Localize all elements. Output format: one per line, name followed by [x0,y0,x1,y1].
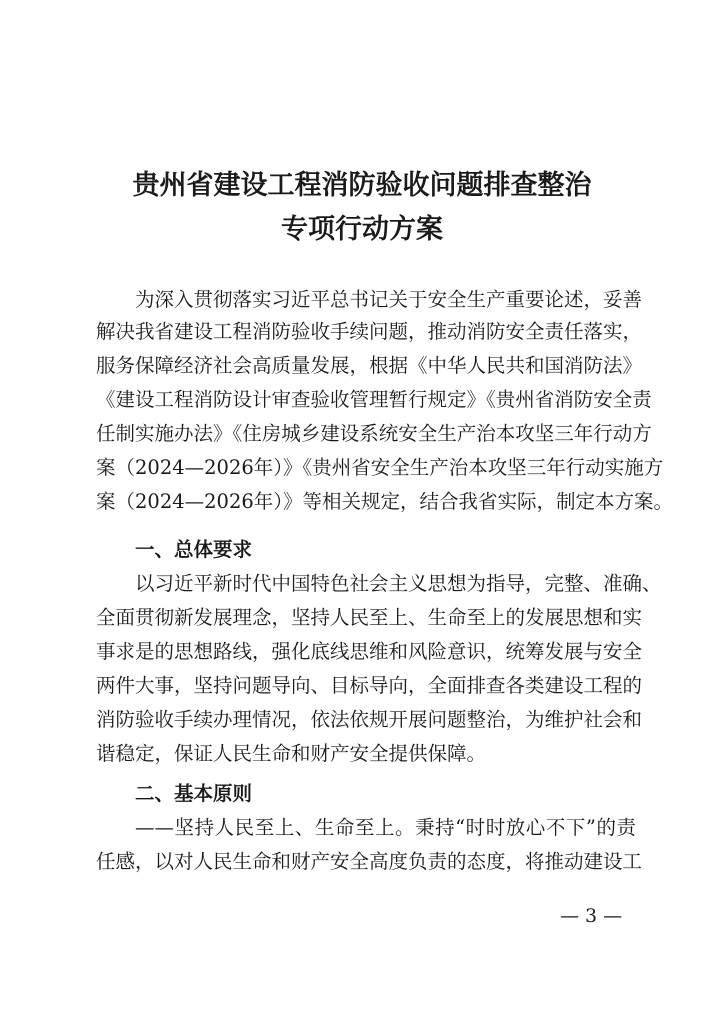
section-1-paragraph-line: 全面贯彻新发展理念，坚持人民至上、生命至上的发展思想和实 [96,606,643,629]
section-2-paragraph-line: ——坚持人民至上、生命至上。秉持“时时放心不下”的责 [135,816,636,839]
section-heading-basic-principles: 二、基本原则 [135,782,253,805]
intro-paragraph-line: 为深入贯彻落实习近平总书记关于安全生产重要论述，妥善 [135,288,643,311]
intro-paragraph-line: 《建设工程消防设计审查验收管理暂行规定》《贵州省消防安全责 [96,388,652,411]
section-1-paragraph-line: 以习近平新时代中国特色社会主义思想为指导，完整、准确、 [135,572,662,595]
section-heading-general-requirements: 一、总体要求 [135,538,253,561]
section-2-paragraph-line: 任感，以对人民生命和财产安全高度负责的态度，将推动建设工 [96,850,643,873]
document-title-line-1: 贵州省建设工程消防验收问题排查整治 [132,170,592,201]
section-1-paragraph-line: 谐稳定，保证人民生命和财产安全提供保障。 [96,742,487,765]
document-title-line-2: 专项行动方案 [281,214,443,245]
intro-paragraph-line: 服务保障经济社会高质量发展，根据《中华人民共和国消防法》 [96,354,643,377]
page-number: — 3 — [560,905,623,927]
intro-paragraph-line: 案（2024—2026年）》《贵州省安全生产治本攻坚三年行动实施方 [96,456,664,479]
intro-paragraph-line: 案（2024—2026年）》等相关规定，结合我省实际，制定本方案。 [96,490,674,513]
section-1-paragraph-line: 事求是的思想路线，强化底线思维和风险意识，统筹发展与安全 [96,640,643,663]
intro-paragraph-line: 任制实施办法》《住房城乡建设系统安全生产治本攻坚三年行动方 [96,422,652,445]
section-1-paragraph-line: 两件大事，坚持问题导向、目标导向，全面排查各类建设工程的 [96,674,643,697]
section-1-paragraph-line: 消防验收手续办理情况，依法依规开展问题整治，为维护社会和 [96,708,643,731]
intro-paragraph-line: 解决我省建设工程消防验收手续问题，推动消防安全责任落实， [96,320,643,343]
